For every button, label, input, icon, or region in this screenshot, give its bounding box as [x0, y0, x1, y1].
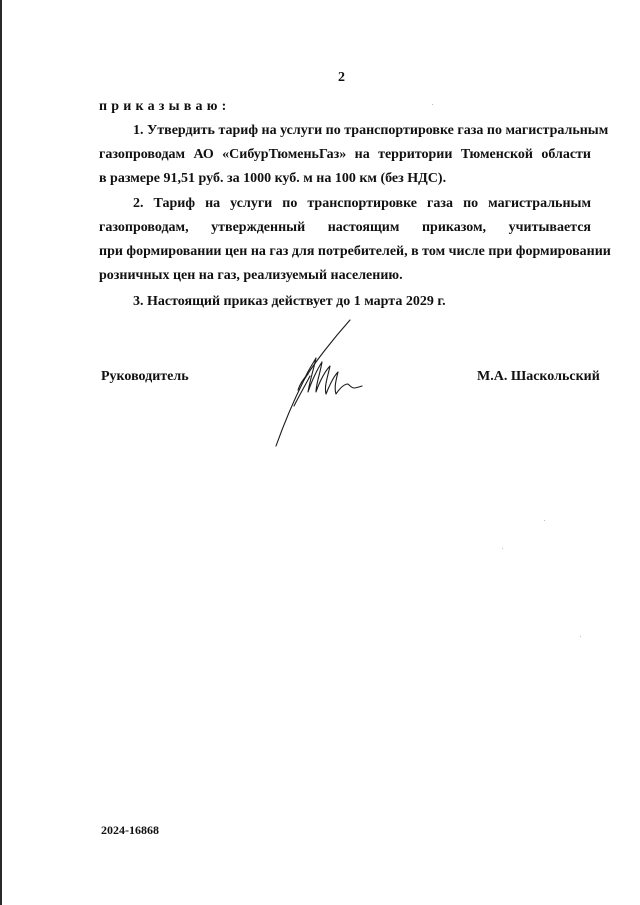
paragraph-line: розничных цен на газ, реализуемый населению.: [99, 268, 403, 283]
paragraph-line: газопроводам, утвержденный настоящим приказом, учитывается: [99, 220, 591, 235]
paragraph-line: в размере 91,51 руб. за 1000 куб. м на 100 км (без НДС).: [99, 171, 447, 186]
order-item-2: [99, 192, 611, 288]
paragraph-line: 2. Тариф на услуги по транспортировке газа по магистральным: [133, 196, 591, 211]
scan-speck: [580, 636, 581, 637]
signatory-name: М.А. Шаскольский: [477, 369, 600, 384]
handwritten-signature: [264, 318, 374, 450]
paragraph-line: 3. Настоящий приказ действует до 1 марта 2029 г.: [133, 294, 446, 309]
document-code: 2024-16868: [101, 823, 159, 837]
paragraph-line: при формировании цен на газ для потребителей, в том числе при формировании: [99, 244, 611, 259]
signatory-title: Руководитель: [101, 369, 189, 384]
paragraph-line: 1. Утвердить тариф на услуги по транспортировке газа по магистральным: [133, 123, 609, 138]
order-item-1: [99, 119, 609, 191]
order-item-3: [99, 290, 591, 314]
page-number: 2: [338, 70, 345, 85]
paragraph-line: газопроводам АО «СибурТюменьГаз» на территории Тюменской области: [99, 147, 591, 162]
scan-speck: [502, 548, 503, 549]
order-heading: приказываю:: [99, 99, 231, 114]
scan-speck: [432, 104, 433, 105]
scan-speck: [544, 520, 545, 521]
